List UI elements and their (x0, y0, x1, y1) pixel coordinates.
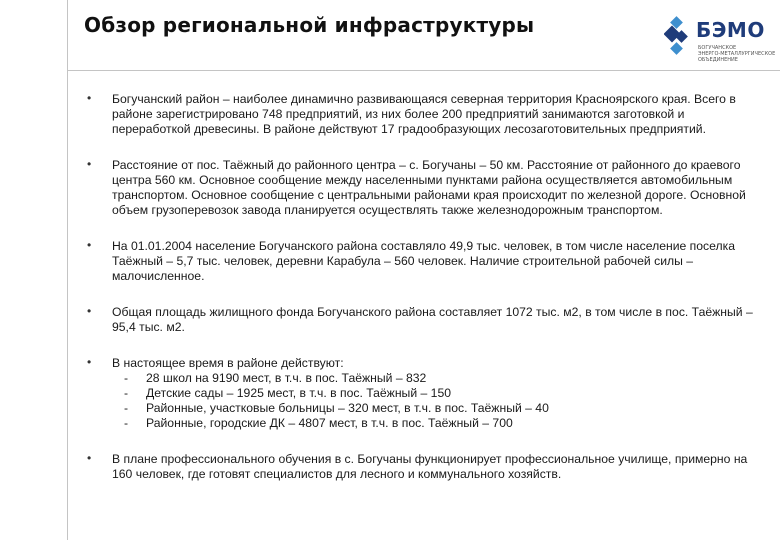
dash-icon: - (124, 401, 129, 415)
list-item (84, 452, 754, 482)
sub-list (112, 371, 754, 431)
sub-list-item (118, 386, 754, 401)
bullet-icon: • (87, 355, 92, 369)
sub-list-item (118, 401, 754, 416)
bullet-icon: • (87, 451, 92, 465)
list-item-text: В плане профессионального обучения в с. Богучаны функционирует профессиональное училище, примерно на 160 человек, где готовят специалистов для лесного и коммунального хозяйств. (112, 452, 748, 481)
list-item-text: На 01.01.2004 население Богучанского района составляло 49,9 тыс. человек, в том числе население поселка Таёжный – 5,7 тыс. человек, деревни Карабула – 560 человек. Наличие строительной рабочей силы – малочисленное. (112, 239, 736, 283)
list-item-text: Расстояние от пос. Таёжный до районного центра – с. Богучаны – 50 км. Расстояние от районного до краевого центра 560 км. Основное сообщение между населенными пунктами района осуществляется автомобильным транспортом. Основное сообщение с центральными районами края происходит по железной дороге. Основной объем грузоперевозок завода планируется осуществлять также железнодорожным транспортом. (112, 158, 746, 217)
logo-subtitle-line: БОГУЧАНСКОЕ (698, 45, 737, 51)
dash-icon: - (124, 386, 129, 400)
logo-subtitle-line: ЭНЕРГО-МЕТАЛЛУРГИЧЕСКОЕ (698, 51, 776, 57)
dash-icon: - (124, 416, 129, 430)
logo-subtitle-line: ОБЪЕДИНЕНИЕ (698, 57, 738, 63)
bullet-icon: • (87, 238, 92, 252)
sub-list-item-text: Детские сады – 1925 мест, в т.ч. в пос. Таёжный – 150 (146, 386, 452, 400)
list-item (84, 356, 754, 431)
sub-list-item-text: 28 школ на 9190 мест, в т.ч. в пос. Таёжный – 832 (146, 371, 427, 385)
sub-list-item (118, 416, 754, 431)
bullet-icon: • (87, 91, 92, 105)
list-item (84, 239, 754, 284)
dash-icon: - (124, 371, 129, 385)
page-title: Обзор региональной инфраструктуры (84, 13, 535, 37)
list-item-text: Общая площадь жилищного фонда Богучанского района составляет 1072 тыс. м2, в том числе в пос. Таёжный – 95,4 тыс. м2. (112, 305, 753, 334)
list-item (84, 92, 754, 137)
logo-subtitle (698, 45, 775, 63)
bullet-icon: • (87, 304, 92, 318)
list-item (84, 305, 754, 335)
list-item (84, 158, 754, 218)
bullet-icon: • (87, 157, 92, 171)
list-item-text: Богучанский район – наиболее динамично развивающаяся северная территория Красноярского края. Всего в районе зарегистрировано 748 предприятий, из них более 200 предприятий занимаются заготовкой и переработкой древесины. В районе действуют 17 градообразующих лесозаготовительных предприятий. (112, 92, 736, 136)
logo-wordmark: БЭМО (696, 18, 765, 42)
company-logo (664, 14, 774, 74)
bullet-list (84, 92, 754, 503)
list-item-text: В настоящее время в районе действуют: (112, 356, 344, 370)
sub-list-item-text: Районные, участковые больницы – 320 мест, в т.ч. в пос. Таёжный – 40 (146, 401, 549, 415)
vertical-divider (67, 0, 68, 540)
sub-list-item-text: Районные, городские ДК – 4807 мест, в т.ч. в пос. Таёжный – 700 (146, 416, 513, 430)
sub-list-item (118, 371, 754, 386)
logo-mark-icon (664, 16, 694, 58)
